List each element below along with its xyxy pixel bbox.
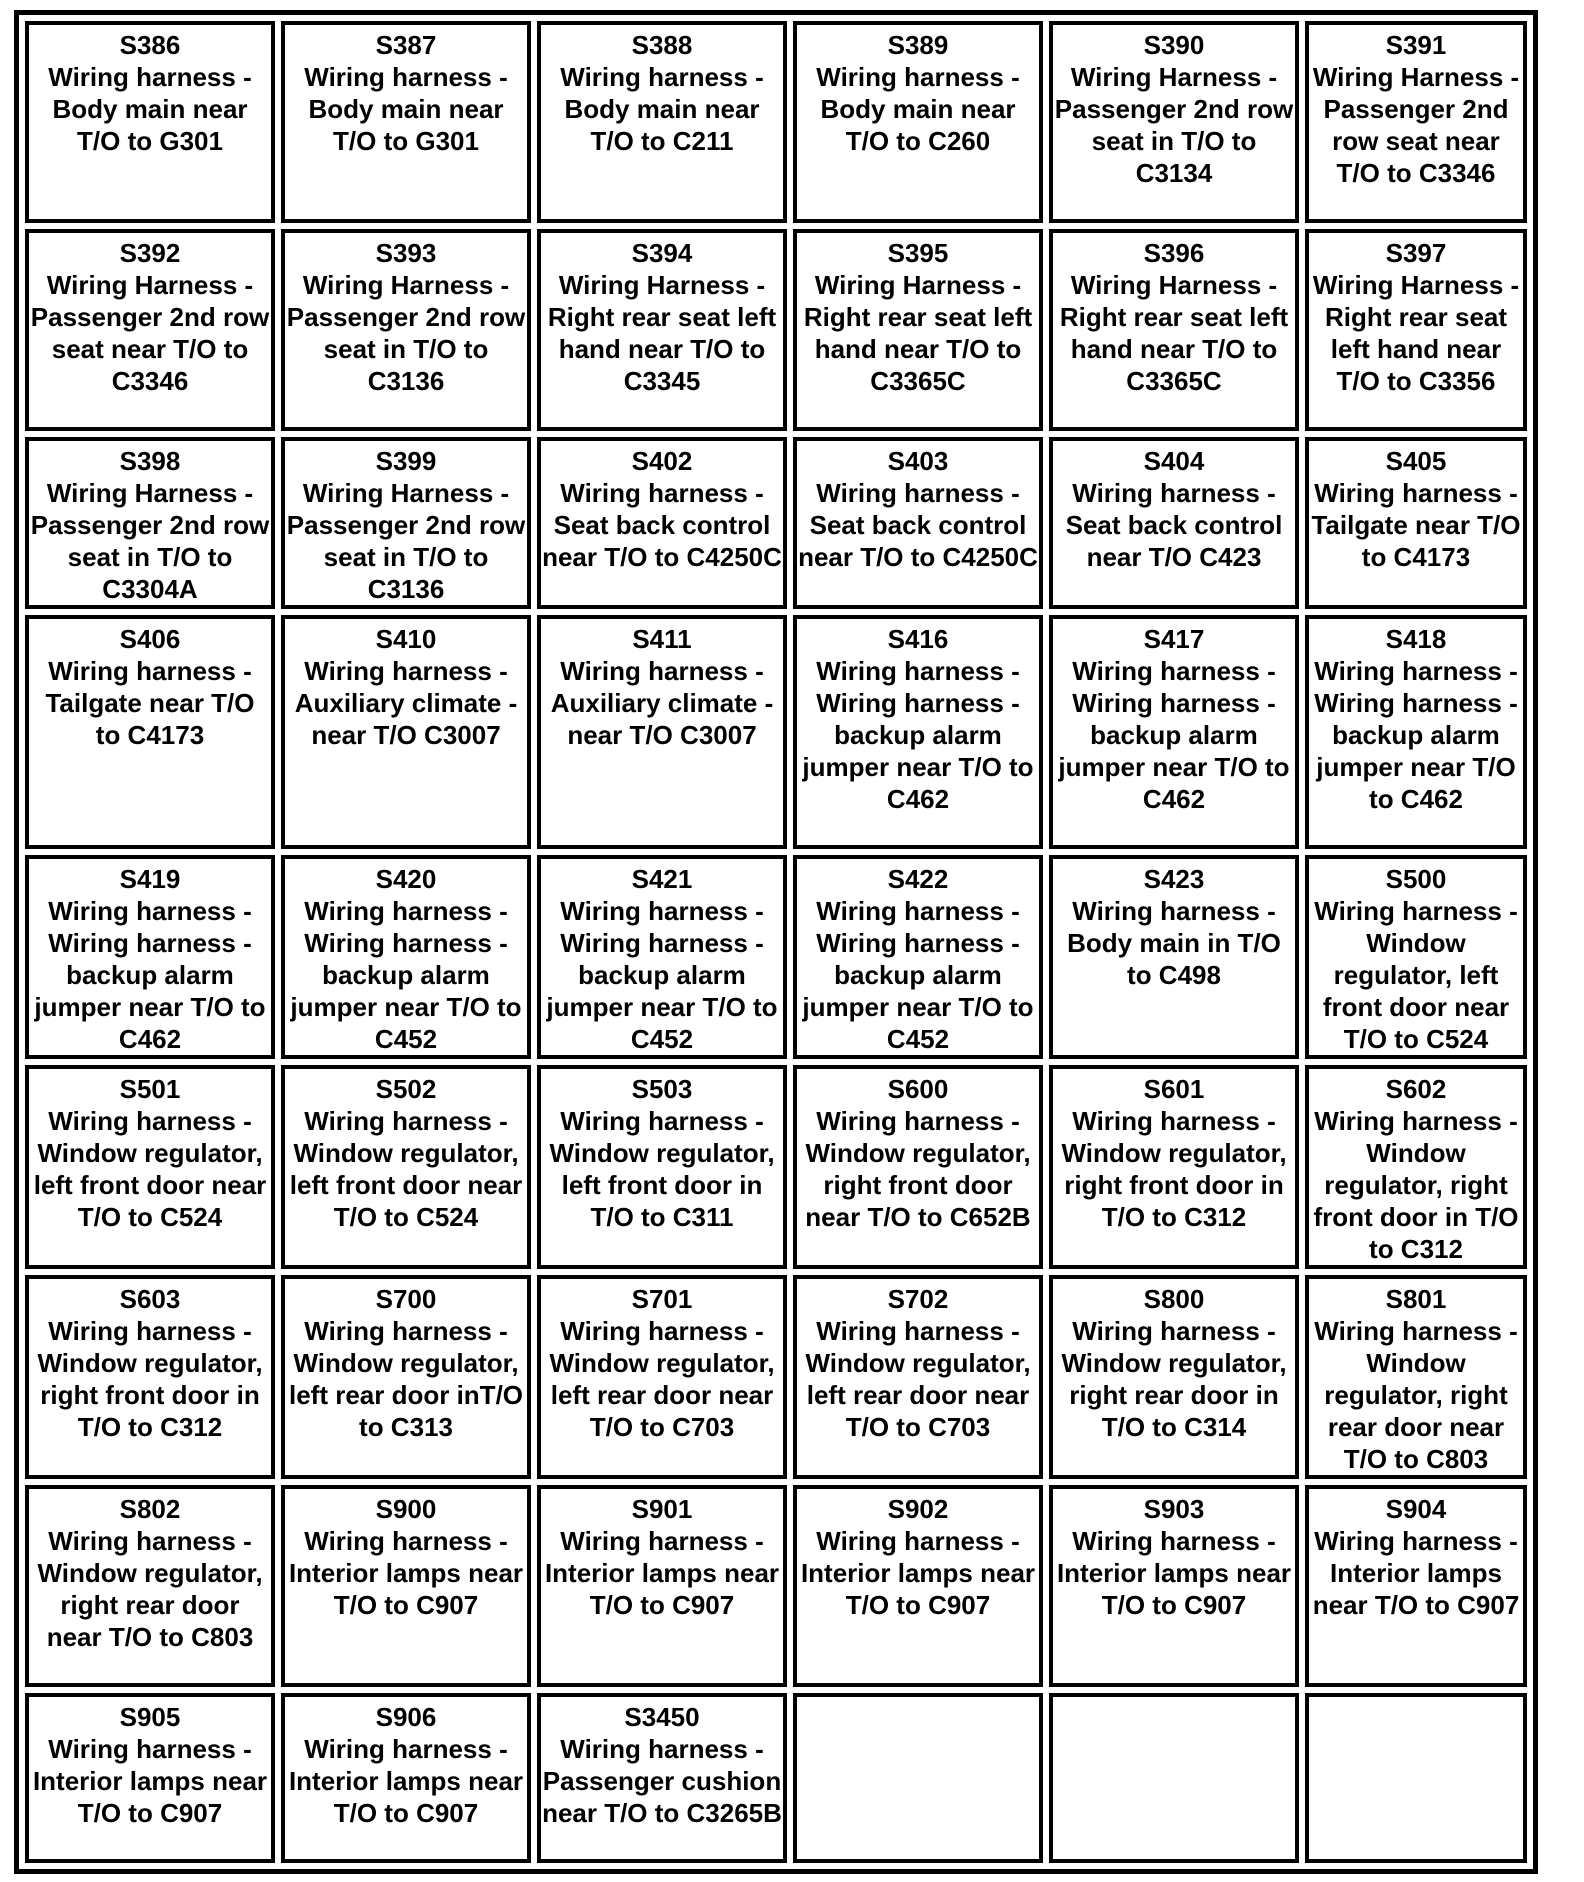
splice-id: S702: [887, 1284, 949, 1314]
table-row: [25, 1485, 1527, 1687]
splice-id: S404: [1143, 446, 1205, 476]
splice-id: S423: [1143, 864, 1205, 894]
splice-description: Wiring harness - Window regulator, left front door in T/O to C311: [549, 1106, 775, 1232]
table-cell: [25, 615, 275, 849]
splice-description: Wiring Harness - Right rear seat left hand near T/O to C3365C: [803, 270, 1033, 396]
table-cell-empty: [1049, 1693, 1299, 1863]
table-cell: [25, 21, 275, 223]
splice-id: S906: [375, 1702, 437, 1732]
table-cell: [281, 615, 531, 849]
splice-id: S801: [1385, 1284, 1447, 1314]
table-cell: [1049, 855, 1299, 1059]
table-cell: [25, 1275, 275, 1479]
splice-id: S904: [1385, 1494, 1447, 1524]
splice-id: S386: [119, 30, 181, 60]
splice-id: S502: [375, 1074, 437, 1104]
splice-description: Wiring harness - Wiring harness - backup alarm jumper near T/O to C462: [802, 656, 1034, 814]
table-cell: [1049, 1065, 1299, 1269]
splice-description: Wiring harness - Interior lamps near T/O to C907: [1056, 1526, 1292, 1620]
table-cell: [793, 615, 1043, 849]
splice-id: S396: [1143, 238, 1205, 268]
table-cell: [537, 1275, 787, 1479]
splice-description: Wiring harness - Body main in T/O to C498: [1067, 896, 1281, 990]
table-cell: [25, 1693, 275, 1863]
splice-description: Wiring harness - Seat back control near T/O to C4250C: [542, 478, 782, 572]
splice-id: S419: [119, 864, 181, 894]
splice-description: Wiring harness - Tailgate near T/O to C4173: [45, 656, 255, 750]
splice-id: S395: [887, 238, 949, 268]
splice-id: S600: [887, 1074, 949, 1104]
splice-id: S905: [119, 1702, 181, 1732]
splice-description: Wiring harness - Window regulator, right front door in T/O to C312: [1061, 1106, 1287, 1232]
splice-description: Wiring harness - Interior lamps near T/O to C907: [800, 1526, 1036, 1620]
table-cell: [537, 21, 787, 223]
splice-description: Wiring Harness - Passenger 2nd row seat in T/O to C3136: [286, 270, 526, 396]
table-cell: [793, 229, 1043, 431]
table-cell: [1305, 1065, 1527, 1269]
splice-id: S416: [887, 624, 949, 654]
splice-id: S603: [119, 1284, 181, 1314]
splice-id: S501: [119, 1074, 181, 1104]
splice-description: Wiring harness - Seat back control near T/O C423: [1065, 478, 1283, 572]
splice-description: Wiring harness - Wiring harness - backup alarm jumper near T/O to C452: [802, 896, 1034, 1054]
table-cell-empty: [793, 1693, 1043, 1863]
splice-id: S701: [631, 1284, 693, 1314]
splice-id: S903: [1143, 1494, 1205, 1524]
splice-description: Wiring harness - Body main near T/O to G301: [48, 62, 252, 156]
splice-description: Wiring harness - Wiring harness - backup alarm jumper near T/O to C462: [34, 896, 266, 1054]
splice-id: S3450: [624, 1702, 700, 1732]
splice-description: Wiring Harness - Right rear seat left hand near T/O to C3356: [1312, 270, 1520, 396]
table-cell: [281, 1485, 531, 1687]
table-row: [25, 21, 1527, 223]
splice-id: S389: [887, 30, 949, 60]
table-cell: [1305, 437, 1527, 609]
splice-id: S398: [119, 446, 181, 476]
table-cell: [1049, 1275, 1299, 1479]
splice-description: Wiring harness - Window regulator, right front door near T/O to C652B: [805, 1106, 1031, 1232]
splice-description: Wiring harness - Body main near T/O to G301: [304, 62, 508, 156]
splice-id: S405: [1385, 446, 1447, 476]
splice-description: Wiring harness - Interior lamps near T/O to C907: [32, 1734, 268, 1828]
table-cell: [537, 615, 787, 849]
splice-id: S388: [631, 30, 693, 60]
table-row: [25, 437, 1527, 609]
table-row: [25, 1693, 1527, 1863]
table-cell: [1305, 855, 1527, 1059]
splice-id: S417: [1143, 624, 1205, 654]
splice-id: S503: [631, 1074, 693, 1104]
table-cell: [537, 1693, 787, 1863]
splice-description: Wiring harness - Interior lamps near T/O to C907: [288, 1526, 524, 1620]
splice-description: Wiring Harness - Passenger 2nd row seat in T/O to C3136: [286, 478, 526, 604]
table-cell: [1305, 615, 1527, 849]
splice-description: Wiring harness - Wiring harness - backup alarm jumper near T/O to C452: [546, 896, 778, 1054]
table-cell: [1305, 1485, 1527, 1687]
table-cell: [793, 855, 1043, 1059]
splice-id: S394: [631, 238, 693, 268]
splice-table-body: [25, 21, 1527, 1863]
splice-id: S500: [1385, 864, 1447, 894]
splice-id: S411: [632, 624, 692, 654]
table-cell: [25, 229, 275, 431]
splice-id: S406: [119, 624, 181, 654]
splice-description: Wiring harness - Wiring harness - backup alarm jumper near T/O to C452: [290, 896, 522, 1054]
splice-description: Wiring Harness - Passenger 2nd row seat near T/O to C3346: [30, 270, 270, 396]
splice-description: Wiring harness - Window regulator, right rear door near T/O to C803: [1314, 1316, 1518, 1474]
splice-description: Wiring harness - Window regulator, right rear door near T/O to C803: [37, 1526, 263, 1652]
splice-description: Wiring harness - Window regulator, left front door near T/O to C524: [1314, 896, 1518, 1054]
table-cell: [281, 229, 531, 431]
splice-id: S393: [375, 238, 437, 268]
splice-location-table: [14, 10, 1538, 1874]
table-cell: [1305, 229, 1527, 431]
table-cell: [1049, 1485, 1299, 1687]
splice-id: S391: [1385, 30, 1447, 60]
table-cell: [1049, 21, 1299, 223]
splice-id: S403: [887, 446, 949, 476]
splice-id: S387: [375, 30, 437, 60]
table-cell: [25, 437, 275, 609]
table-cell: [281, 437, 531, 609]
table-cell: [1305, 1275, 1527, 1479]
splice-id: S901: [631, 1494, 693, 1524]
splice-description: Wiring harness - Interior lamps near T/O to C907: [1312, 1526, 1520, 1620]
splice-description: Wiring harness - Wiring harness - backup alarm jumper near T/O to C462: [1058, 656, 1290, 814]
splice-id: S392: [119, 238, 181, 268]
splice-description: Wiring harness - Interior lamps near T/O to C907: [544, 1526, 780, 1620]
table-cell-empty: [1305, 1693, 1527, 1863]
splice-description: Wiring harness - Auxiliary climate - near T/O C3007: [294, 656, 518, 750]
splice-id: S900: [375, 1494, 437, 1524]
table-cell: [793, 1065, 1043, 1269]
splice-id: S402: [631, 446, 693, 476]
splice-description: Wiring harness - Window regulator, left rear door inT/O to C313: [288, 1316, 524, 1442]
splice-description: Wiring harness - Tailgate near T/O to C4173: [1311, 478, 1521, 572]
table-cell: [1305, 21, 1527, 223]
splice-description: Wiring harness - Passenger cushion near T/O to C3265B: [542, 1734, 782, 1828]
table-cell: [281, 1275, 531, 1479]
table-cell: [537, 1485, 787, 1687]
table-cell: [537, 1065, 787, 1269]
table-cell: [537, 229, 787, 431]
splice-description: Wiring harness - Window regulator, right rear door in T/O to C314: [1061, 1316, 1287, 1442]
splice-description: Wiring harness - Window regulator, left rear door near T/O to C703: [805, 1316, 1031, 1442]
splice-id: S700: [375, 1284, 437, 1314]
splice-id: S422: [887, 864, 949, 894]
table-row: [25, 855, 1527, 1059]
splice-id: S397: [1385, 238, 1447, 268]
table-cell: [1049, 615, 1299, 849]
splice-id: S420: [375, 864, 437, 894]
table-cell: [537, 855, 787, 1059]
splice-description: Wiring harness - Window regulator, right front door in T/O to C312: [1313, 1106, 1519, 1264]
splice-id: S902: [887, 1494, 949, 1524]
table-cell: [25, 1065, 275, 1269]
splice-id: S602: [1385, 1074, 1447, 1104]
table-cell: [537, 437, 787, 609]
table-row: [25, 1275, 1527, 1479]
splice-id: S418: [1385, 624, 1447, 654]
splice-id: S421: [631, 864, 693, 894]
table-row: [25, 229, 1527, 431]
splice-description: Wiring harness - Body main near T/O to C260: [816, 62, 1020, 156]
splice-description: Wiring Harness - Passenger 2nd row seat in T/O to C3134: [1054, 62, 1294, 188]
splice-description: Wiring harness - Auxiliary climate - near T/O C3007: [550, 656, 774, 750]
splice-description: Wiring harness - Window regulator, left front door near T/O to C524: [289, 1106, 523, 1232]
table-cell: [793, 21, 1043, 223]
table-cell: [793, 1485, 1043, 1687]
table-cell: [1049, 229, 1299, 431]
splice-description: Wiring harness - Window regulator, left front door near T/O to C524: [33, 1106, 267, 1232]
table-cell: [281, 1065, 531, 1269]
splice-description: Wiring Harness - Passenger 2nd row seat near T/O to C3346: [1312, 62, 1520, 188]
splice-description: Wiring harness - Body main near T/O to C211: [560, 62, 764, 156]
table-row: [25, 1065, 1527, 1269]
splice-id: S802: [119, 1494, 181, 1524]
table-cell: [281, 1693, 531, 1863]
splice-id: S800: [1143, 1284, 1205, 1314]
table-cell: [25, 855, 275, 1059]
splice-description: Wiring harness - Seat back control near T/O to C4250C: [798, 478, 1038, 572]
table-cell: [1049, 437, 1299, 609]
table-cell: [281, 855, 531, 1059]
table-cell: [281, 21, 531, 223]
splice-description: Wiring Harness - Passenger 2nd row seat in T/O to C3304A: [30, 478, 270, 604]
splice-description: Wiring harness - Window regulator, left rear door near T/O to C703: [549, 1316, 775, 1442]
splice-id: S390: [1143, 30, 1205, 60]
splice-id: S410: [375, 624, 437, 654]
table-row: [25, 615, 1527, 849]
splice-description: Wiring harness - Window regulator, right front door in T/O to C312: [37, 1316, 263, 1442]
splice-id: S399: [375, 446, 437, 476]
splice-description: Wiring Harness - Right rear seat left hand near T/O to C3365C: [1059, 270, 1289, 396]
splice-description: Wiring harness - Interior lamps near T/O to C907: [288, 1734, 524, 1828]
table-cell: [793, 1275, 1043, 1479]
table-cell: [25, 1485, 275, 1687]
splice-description: Wiring Harness - Right rear seat left hand near T/O to C3345: [547, 270, 777, 396]
table-cell: [793, 437, 1043, 609]
splice-description: Wiring harness - Wiring harness - backup alarm jumper near T/O to C462: [1314, 656, 1518, 814]
splice-id: S601: [1143, 1074, 1205, 1104]
